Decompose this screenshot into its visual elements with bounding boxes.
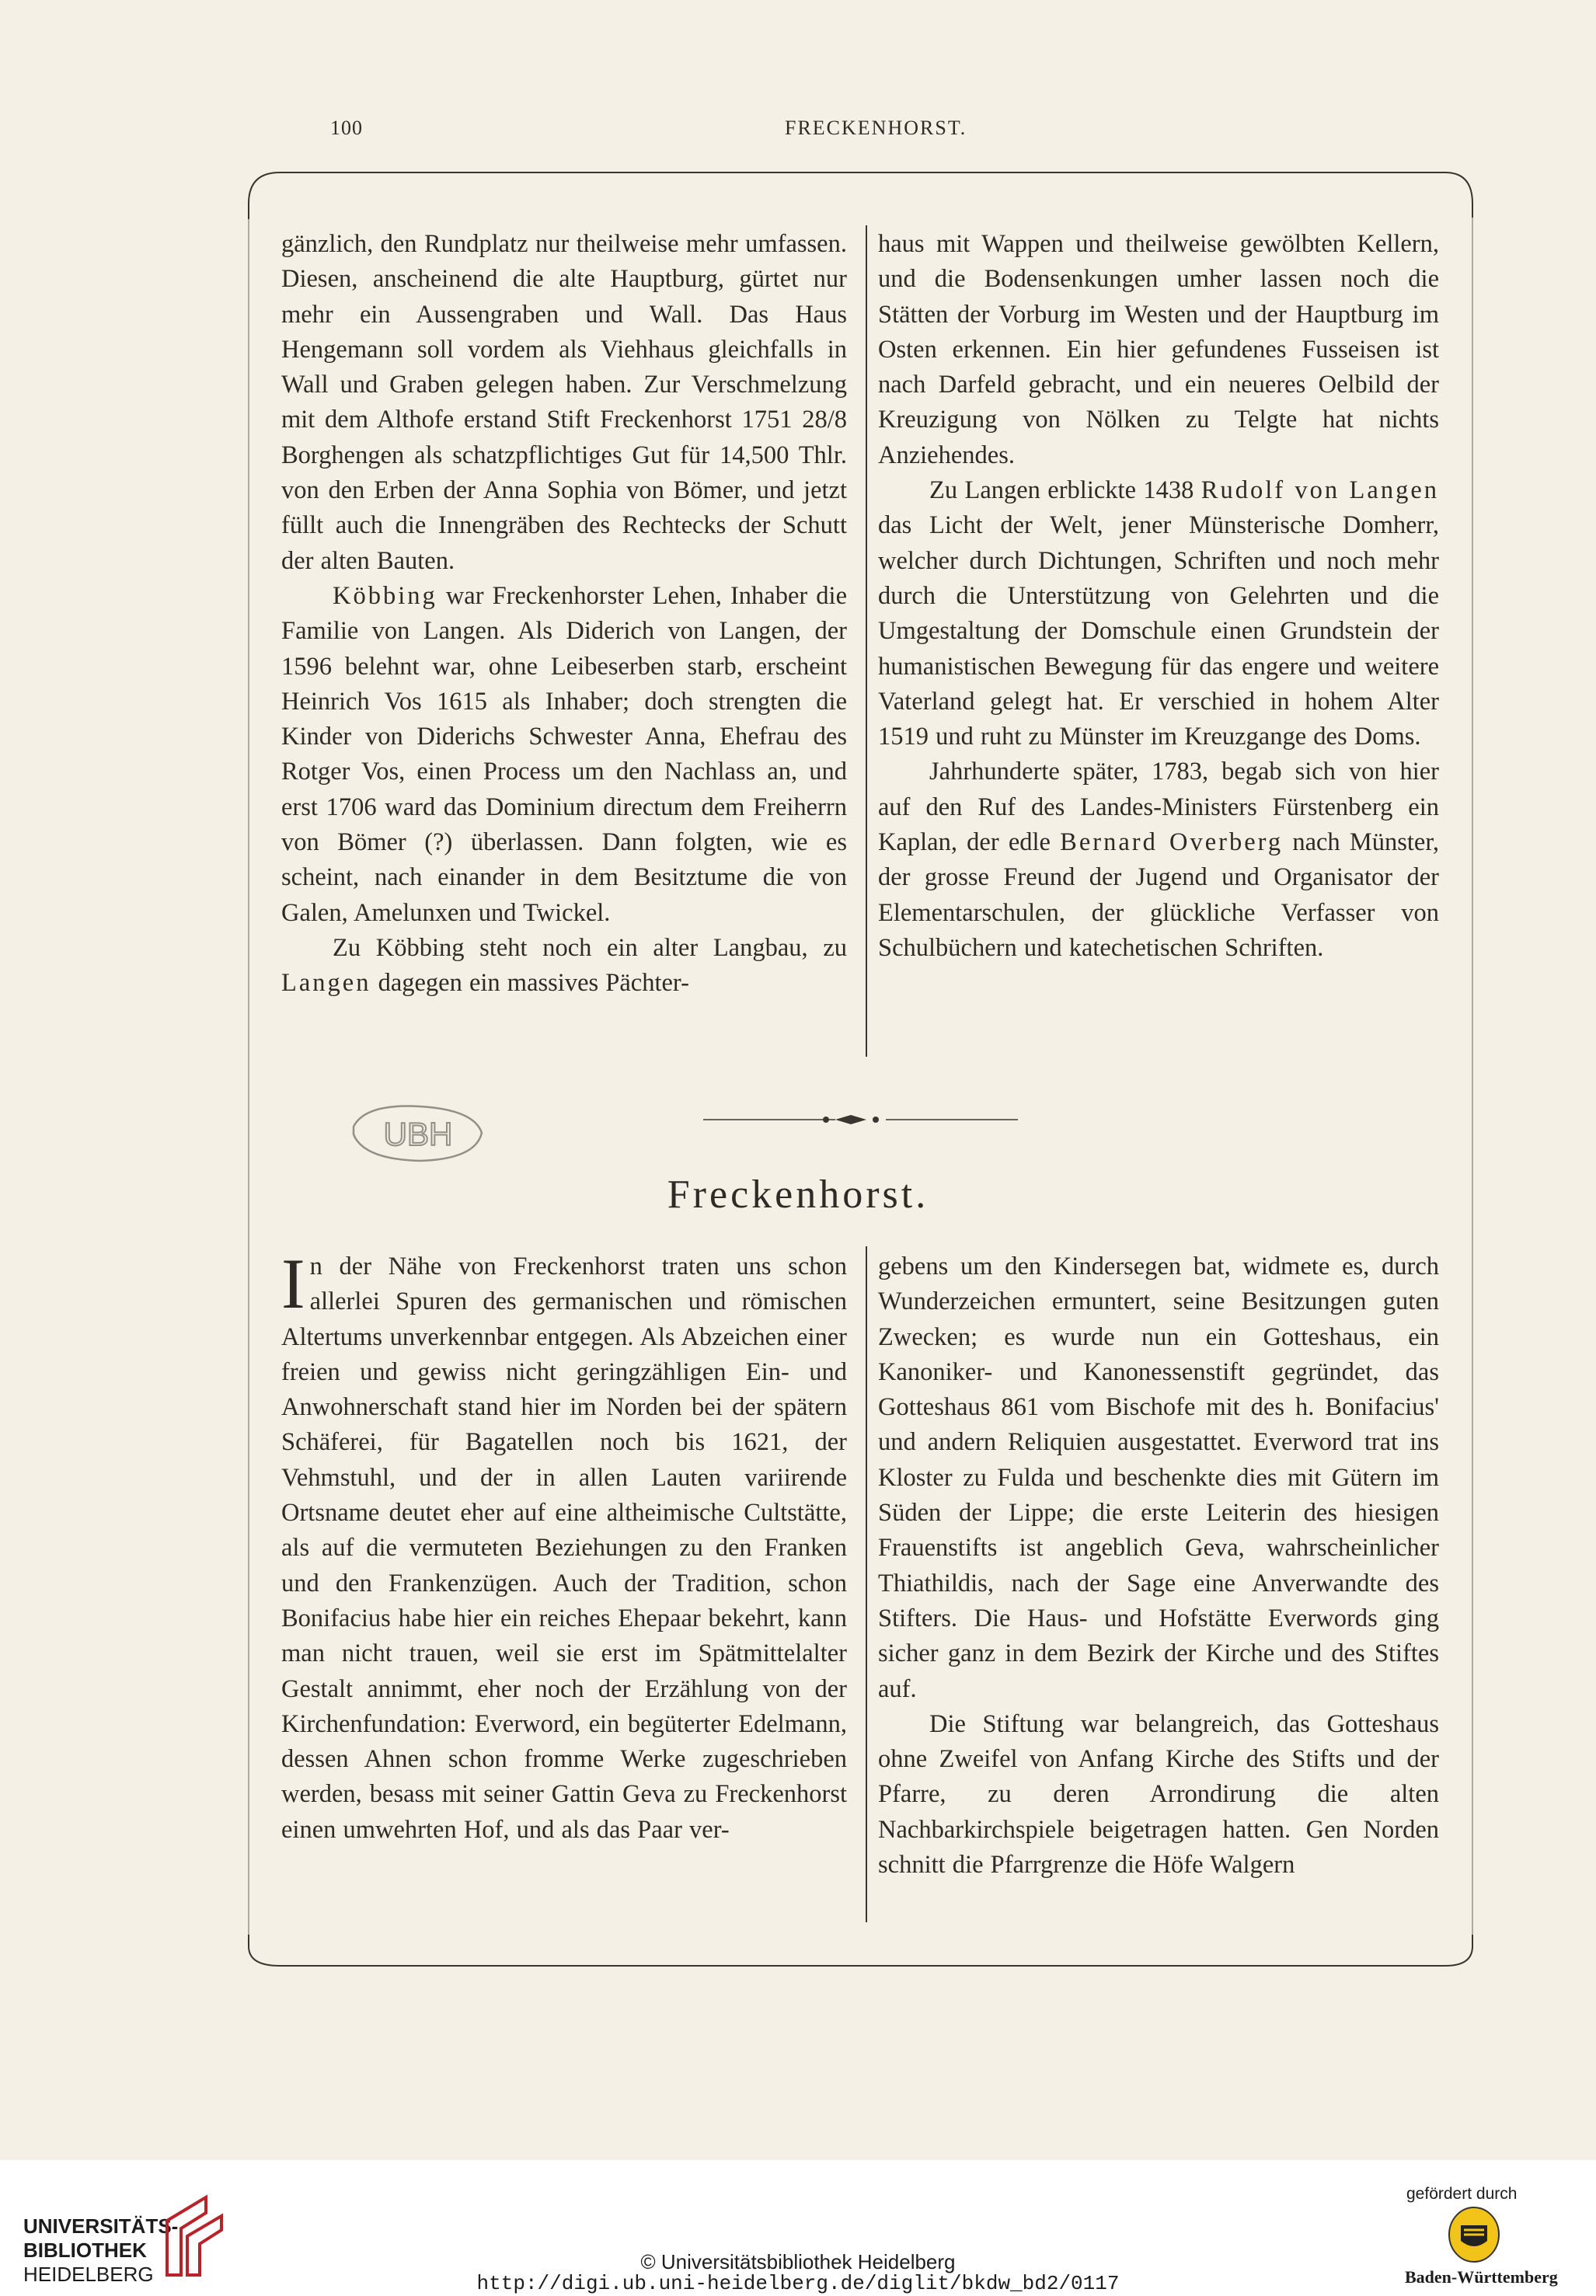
paragraph: haus mit Wappen und theilweise gewölbten Kellern, und die Bodensenkungen umher lassen noch die Stätten der Vorburg im Westen und der Hauptburg im Osten erkennen. Ein hier gefundenes Fusseisen ist nach Darfeld gebracht, und ein neueres Oelbild der Kreuzigung von Nölken zu Telgte hat nichts Anziehendes. bbox=[878, 230, 1439, 469]
library-line-1: UNIVERSITÄTS- bbox=[23, 2214, 179, 2238]
paragraph: Köbbing war Freckenhorster Lehen, Inhaber die Familie von Langen. Als Diderich von Langen, der 1596 belehnt war, ohne Leibeserben starb, erscheint Heinrich Vos 1615 als Inhaber; doch strengten die Kinder von Diderichs Schwester Anna, Ehefrau des Rotger Vos, einen Process um den Nachlass an, und erst 1706 ward das Dominium directum dem Freiherrn von Bömer (?) überlassen. Dann folgten, wie es scheint, nach einander in dem Besitztume die von Galen, Amelunxen und Twickel. bbox=[281, 581, 847, 927]
copyright: © Universitätsbibliothek Heidelberg bbox=[640, 2250, 956, 2273]
permalink[interactable]: http://digi.ub.uni-heidelberg.de/diglit/bkdw_bd2/0117 bbox=[476, 2272, 1120, 2295]
drop-cap: I bbox=[281, 1244, 305, 1323]
paragraph: Jahrhunderte später, 1783, begab sich von hier auf den Ruf des Landes-Ministers Fürstenberg ein Kaplan, der edle Bernard Overberg nach Münster, der grosse Freund der Jugend und Organisator der Elementarschulen, der glückliche Verfasser von Schulbüchern und katechetischen Schriften. bbox=[878, 758, 1439, 962]
spaced-name: Bernard Overberg bbox=[1060, 828, 1284, 857]
paragraph: Zu Köbbing steht noch ein alter Langbau, zu Langen dagegen ein massives Pächter- bbox=[281, 933, 847, 998]
library-line-3: HEIDELBERG bbox=[23, 2263, 154, 2286]
paragraph: gänzlich, den Rundplatz nur theilweise mehr umfassen. Diesen, anscheinend die alte Hauptburg, gürtet nur mehr ein Aussengraben und Wall. Das Haus Hengemann soll vordem als Viehhaus gleichfalls in Wall und Graben gelegen haben. Zur Verschmelzung mit dem Althofe erstand Stift Freckenhorst 1751 28/8 Borghengen als schatzpflichtiges Gut für 14,500 Thlr. von den Erben der Anna Sophia von Bömer, und jetzt füllt auch die Innengräben des Rechtecks der Schutt der alten Bauten. bbox=[281, 230, 847, 575]
funded-by: gefördert durch bbox=[1406, 2185, 1518, 2203]
section-title: Freckenhorst. bbox=[667, 1172, 929, 1217]
spaced-name: Köbbing bbox=[333, 581, 437, 610]
spaced-name: Rudolf von Langen bbox=[1200, 476, 1440, 505]
stamp-text: UBH bbox=[383, 1116, 453, 1152]
paragraph: Die Stiftung war belangreich, das Gotteshaus ohne Zweifel von Anfang Kirche des Stifts und der Pfarre, zu deren Arrondirung die alten Nachbarkirchspiele beigetragen hatten. Gen Norden schnitt die Pfarrgrenze die Höfe Walgern bbox=[878, 1709, 1439, 1880]
library-stamp-icon bbox=[354, 1106, 482, 1161]
spaced-name: Langen bbox=[281, 969, 371, 998]
page-number: 100 bbox=[330, 117, 363, 139]
paragraph: In der Nähe von Freckenhorst traten uns schon allerlei Spuren des germanischen und römischen Altertums unverkennbar entgegen. Als Abzeichen einer freien und gewiss nicht geringzähligen Ein- und Anwohnerschaft stand hier im Norden bei der spätern Schäferei, für Bagatellen noch bis 1621, der Vehmstuhl, und der in allen Lauten variirende Ortsname deutet eher auf eine altheimische Cultstätte, als auf die vermuteten Beziehungen zu den Franken und den Frankenzügen. Auch der Tradition, schon Bonifacius habe hier ein reiches Ehepaar bekehrt, kann man nicht trauen, weil sie erst im Spätmittelalter Gestalt annimmt, eher noch der Erzählung von der Kirchenfundation: Everword, ein begüterter Edelmann, dessen Ahnen schon fromme Werke zugeschrieben werden, besass mit seiner Gattin Geva zu Freckenhorst einen umwehrten Hof, und als das Paar ver- bbox=[281, 1244, 847, 1844]
funder-name: Baden-Württemberg bbox=[1405, 2267, 1558, 2287]
column-divider-top bbox=[866, 225, 867, 1057]
coat-of-arms-icon bbox=[1447, 2205, 1501, 2264]
paragraph: Zu Langen erblickte 1438 Rudolf von Langen das Licht der Welt, jener Münsterische Domherr, welcher durch Dichtungen, Schriften und noch mehr durch die Unterstützung von Gelehrten und die Umgestaltung der Domschule einen Grundstein der humanistischen Bewegung für das engere und weitere Vaterland gelegt hat. Er verschied in hohem Alter 1519 und ruht zu Münster im Kreuzgange des Doms. bbox=[878, 476, 1440, 751]
bottom-left-column bbox=[281, 1244, 847, 1848]
top-left-column bbox=[281, 227, 847, 1002]
bottom-right-column bbox=[878, 1249, 1439, 1883]
running-title: FRECKENHORST. bbox=[785, 117, 967, 139]
library-line-2: BIBLIOTHEK bbox=[23, 2239, 147, 2262]
column-divider-bottom bbox=[866, 1246, 867, 1922]
paragraph: gebens um den Kindersegen bat, widmete es, durch Wunderzeichen ermuntert, seine Besitzungen guten Zwecken; es wurde nun ein Gotteshaus, ein Kanoniker- und Kanonessenstift gegründet, das Gotteshaus 861 vom Bischofe mit des h. Bonifacius' und andern Reliquien ausgestattet. Everword trat ins Kloster zu Fulda und beschenkte dies mit Gütern im Süden der Lippe; die erste Leiterin des hiesigen Frauenstifts ist angeblich Geva, wahrscheinlicher Thiathildis, nach der Sage eine Anverwandte des Stifters. Die Haus- und Hofstätte Everwords ging sicher ganz in dem Bezirk der Kirche und des Stiftes auf. bbox=[878, 1253, 1439, 1703]
top-right-column bbox=[878, 227, 1439, 966]
